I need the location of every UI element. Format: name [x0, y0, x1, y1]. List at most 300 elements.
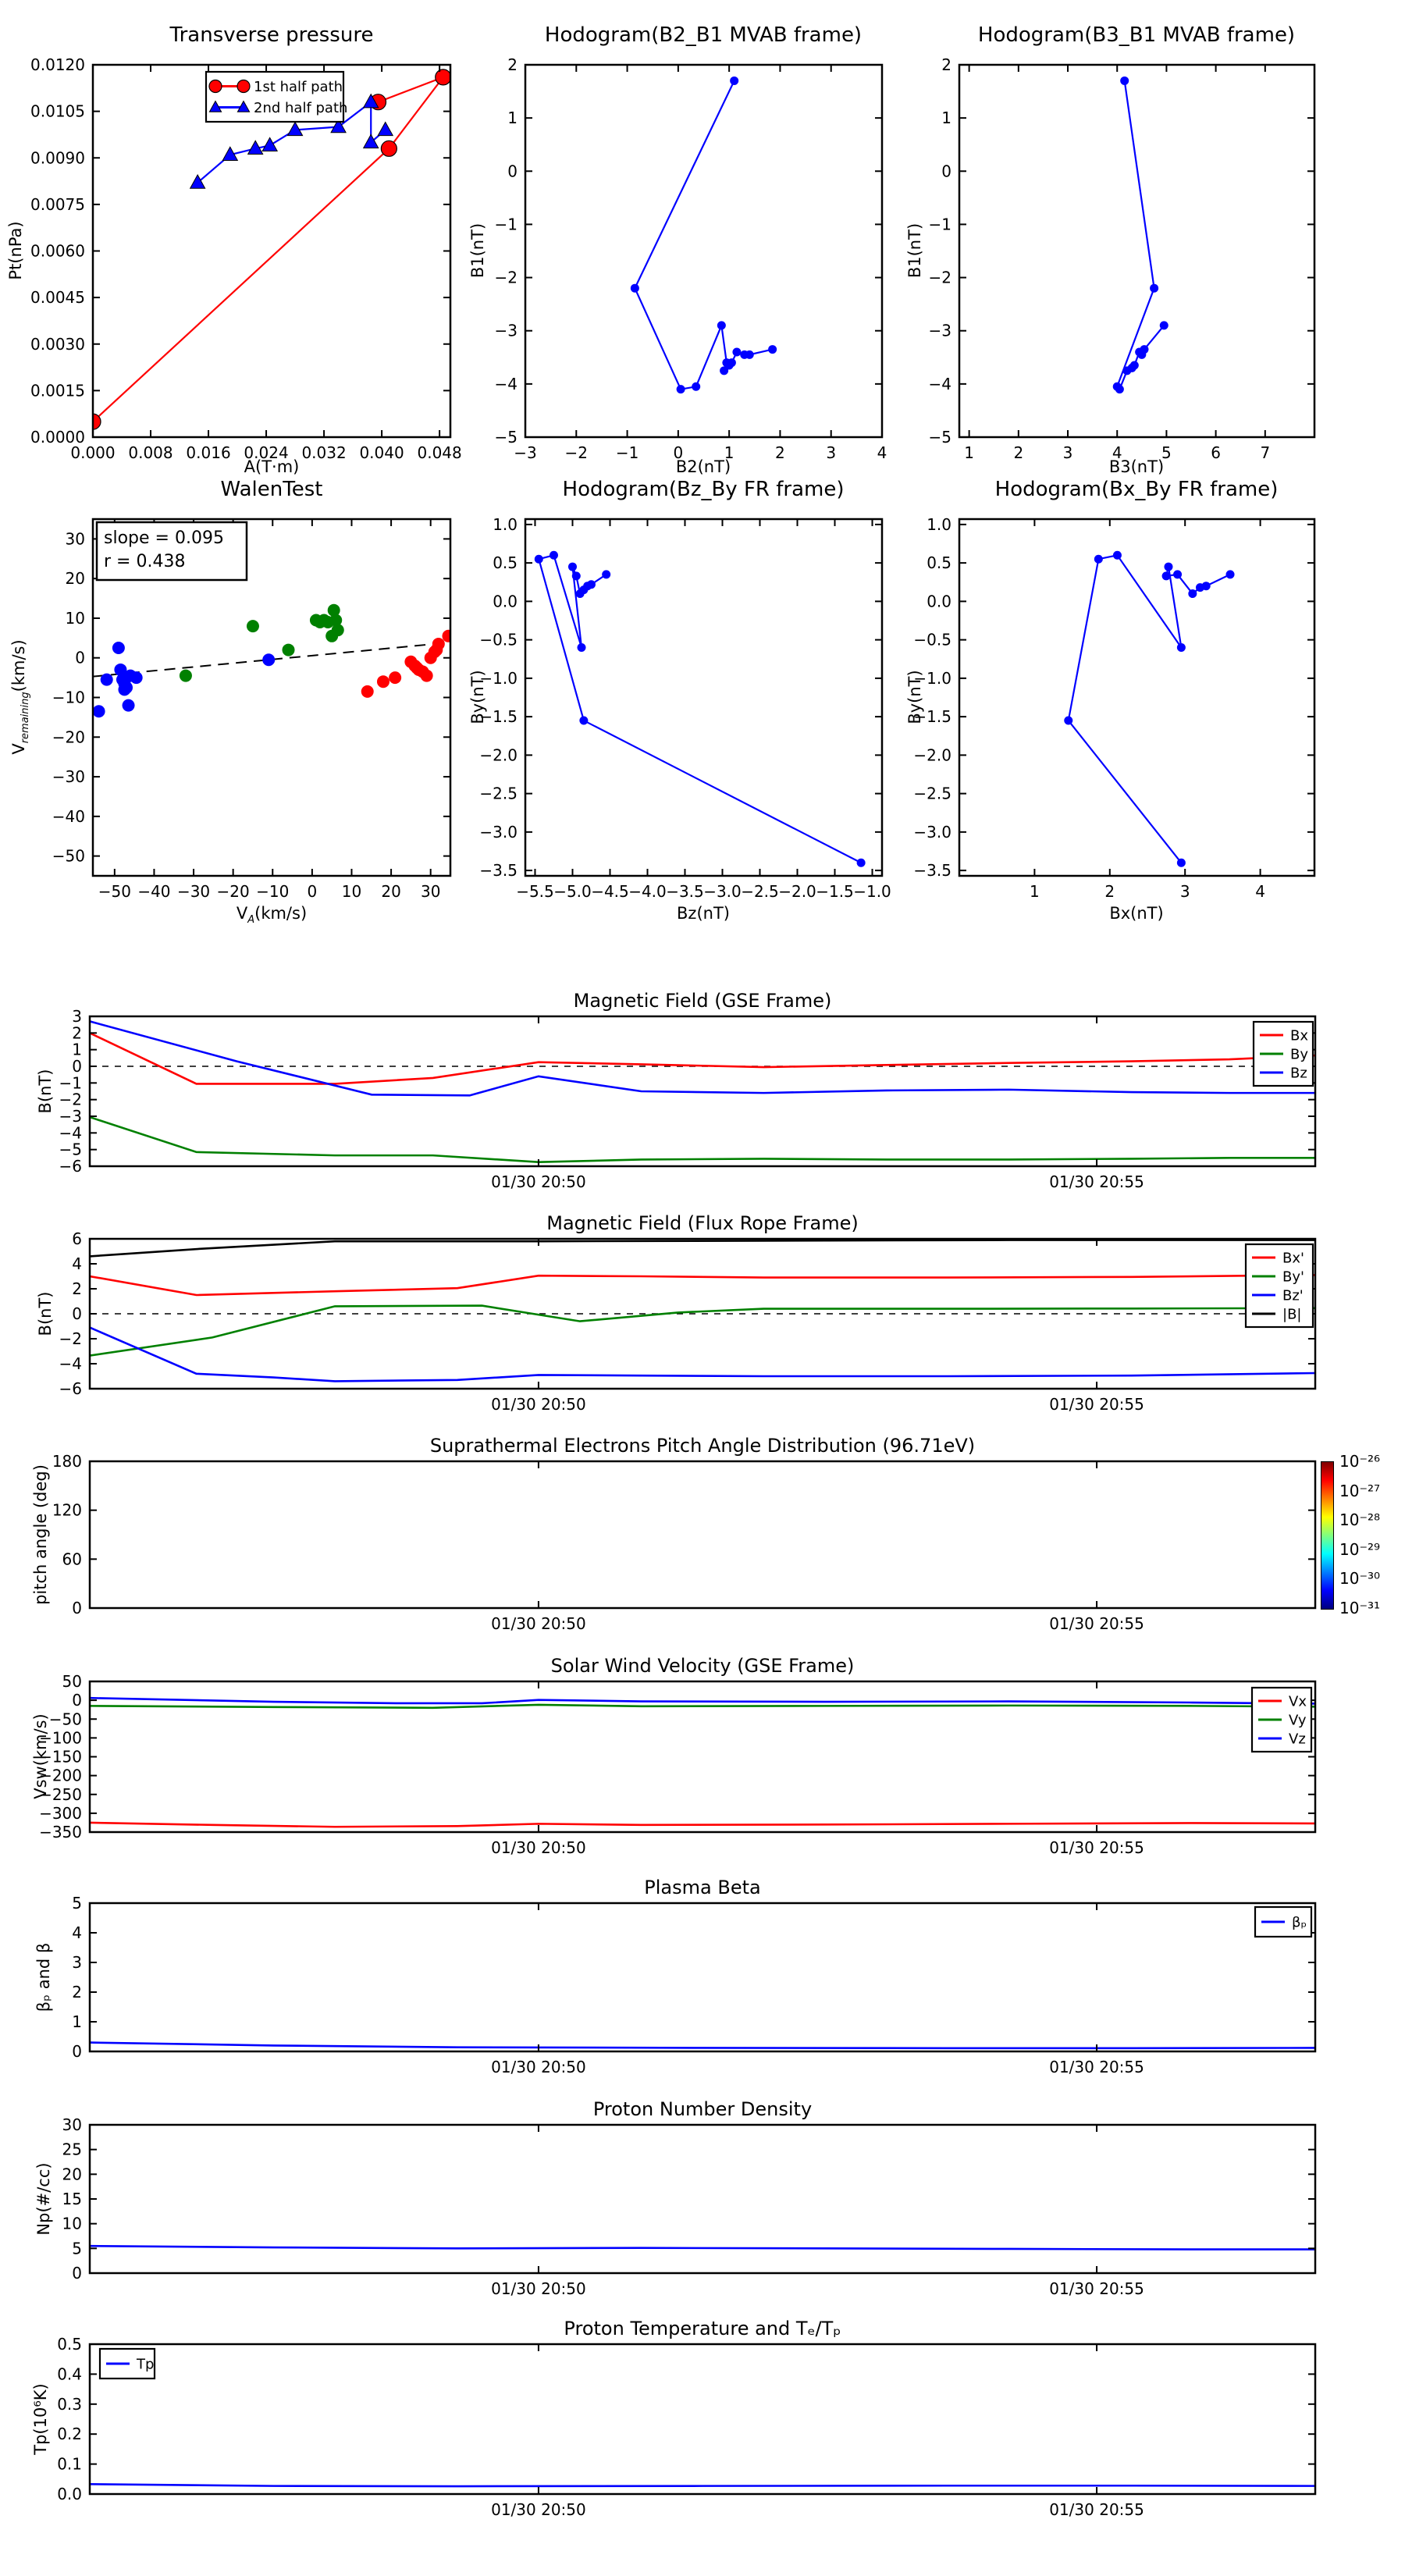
y-tick-label: 0.0000: [30, 428, 85, 447]
y-tick-label: 0.5: [57, 2335, 82, 2354]
y-tick-label: −10: [52, 688, 85, 707]
y-tick-label: 15: [62, 2190, 82, 2208]
legend-label: By: [1290, 1046, 1309, 1063]
dot-marker: [1226, 570, 1235, 578]
circle-marker: [436, 69, 451, 85]
axis-ticks: [913, 515, 1314, 901]
y-tick-label: 20: [62, 2165, 82, 2184]
y-tick-label: 0.0060: [30, 241, 85, 261]
legend: [1252, 1688, 1311, 1752]
legend: [206, 72, 347, 122]
xlabel-hodogram-bzby: Bz(nT): [677, 904, 730, 923]
x-tick-label: 6: [1211, 443, 1221, 463]
dot-marker: [1202, 582, 1211, 590]
x-tick-label: 0.024: [244, 443, 289, 463]
dot-marker: [579, 717, 588, 725]
y-tick-label: 1: [72, 1040, 82, 1059]
dot-marker: [1120, 76, 1129, 85]
x-tick-label: 3: [1062, 443, 1073, 463]
dot-marker: [1173, 570, 1182, 578]
dot-marker: [857, 859, 866, 867]
y-tick-label: −0.5: [479, 630, 518, 649]
x-tick-label: 01/30 20:55: [1049, 1838, 1144, 1858]
y-tick-label: −3: [928, 321, 951, 340]
y-tick-label: −6: [59, 1157, 82, 1176]
legend-label: |B|: [1282, 1306, 1302, 1323]
y-tick-label: −3: [59, 1107, 82, 1126]
x-tick-label: 4: [1112, 443, 1122, 463]
axes-box: [959, 519, 1314, 876]
series-line: [539, 555, 861, 863]
triangle-marker: [378, 122, 393, 135]
x-tick-label: 0.032: [301, 443, 347, 463]
x-tick-label: 2: [1013, 443, 1024, 463]
legend-label: Bz: [1290, 1065, 1307, 1082]
y-tick-label: 0: [72, 1304, 82, 1323]
ylabel-plasma-beta: βₚ and β: [34, 1942, 53, 2012]
y-tick-label: −2: [59, 1329, 82, 1348]
series-line: [90, 1033, 1315, 1083]
dot-marker: [1188, 589, 1197, 598]
y-tick-label: −30: [52, 767, 85, 787]
walen-series-2: [180, 604, 344, 682]
y-tick-label: −3: [494, 321, 518, 340]
y-tick-label: 30: [62, 2115, 82, 2134]
series-line: [90, 2043, 1315, 2048]
y-tick-label: −3.5: [479, 861, 518, 881]
axes-box: [90, 2125, 1315, 2273]
x-tick-label: −4.0: [628, 882, 667, 902]
x-tick-label: 01/30 20:50: [491, 1395, 586, 1414]
x-tick-label: 0: [673, 443, 684, 463]
dot-marker: [1160, 321, 1168, 329]
y-tick-label: −150: [39, 1747, 82, 1767]
ylabel-hodogram-b3b1: B1(nT): [905, 222, 924, 279]
colorbar-label: 10⁻³¹: [1339, 1599, 1381, 1617]
legend: [1254, 1022, 1313, 1086]
y-tick-label: −2: [494, 268, 518, 287]
colorbar-label: 10⁻²⁹: [1339, 1539, 1381, 1559]
dot-marker: [1115, 385, 1124, 393]
ylabel-hodogram-bxby: By(nT): [905, 670, 924, 724]
xlabel-hodogram-b3b1: B3(nT): [1108, 457, 1165, 476]
dot-marker: [101, 674, 113, 686]
dot-marker: [550, 551, 558, 560]
ylabel-proton-density: Np(#/cc): [34, 2162, 53, 2236]
mf_fr-series-By': [90, 1306, 1315, 1356]
x-tick-label: 01/30 20:50: [491, 1614, 586, 1634]
y-tick-label: 0: [75, 648, 85, 667]
ylabel-proton-temperature: Tp(10⁶K): [31, 2383, 50, 2455]
y-tick-label: 0: [507, 162, 518, 181]
y-tick-label: −3.0: [479, 822, 518, 841]
dot-marker: [578, 643, 586, 652]
x-tick-label: −5.0: [553, 882, 592, 902]
x-tick-label: 1: [964, 443, 975, 463]
y-tick-label: −1: [928, 215, 951, 234]
x-tick-label: −3.0: [703, 882, 742, 902]
series-line: [635, 80, 772, 389]
y-tick-label: 2: [941, 55, 951, 74]
y-tick-label: 1.0: [927, 514, 951, 534]
dot-marker: [1177, 643, 1186, 652]
dot-marker: [1094, 555, 1103, 564]
y-tick-label: 1.0: [493, 514, 518, 534]
x-tick-label: −40: [137, 882, 171, 902]
series-line: [90, 1705, 1315, 1708]
y-tick-label: −100: [39, 1728, 82, 1748]
y-tick-label: −2.5: [913, 784, 951, 803]
dot-marker: [112, 642, 125, 654]
hodogram_bxby-series-0: [1064, 551, 1234, 867]
y-tick-label: −250: [39, 1784, 82, 1804]
dot-marker: [587, 580, 596, 589]
dot-marker: [1150, 284, 1158, 293]
y-tick-label: −50: [52, 846, 85, 866]
x-tick-label: −3: [514, 443, 537, 463]
dot-marker: [535, 555, 543, 564]
dot-marker: [1113, 551, 1122, 560]
walen-test-chart: [0, 472, 468, 960]
walen-series-3: [361, 630, 455, 698]
hodogram-b2b1-chart: [468, 16, 905, 503]
dot-marker: [745, 350, 754, 359]
x-tick-label: 01/30 20:55: [1049, 2279, 1144, 2299]
dot-marker: [442, 630, 454, 642]
ylabel-magnetic-field-gse: B(nT): [36, 1069, 55, 1114]
hodogram-bxby-chart: [905, 472, 1405, 960]
x-tick-label: 3: [826, 443, 837, 463]
ylabel-walen-test: $V_{remaining}(km/s)$: [9, 639, 31, 755]
y-tick-label: 4: [72, 1923, 82, 1942]
x-tick-label: 2: [1104, 882, 1115, 902]
dot-marker: [130, 671, 143, 684]
legend-label: Tp: [137, 2356, 155, 2373]
triangle-marker: [190, 175, 205, 188]
x-tick-label: 0.000: [70, 443, 116, 463]
legend-label: βₚ: [1292, 1914, 1307, 1931]
dot-marker: [247, 620, 259, 632]
x-tick-label: −1: [615, 443, 639, 463]
ylabel-transverse-pressure: Pt(nPa): [6, 221, 25, 280]
legend-label: Vz: [1289, 1731, 1306, 1748]
triangle-marker: [364, 134, 379, 148]
x-tick-label: 0.016: [186, 443, 231, 463]
title-electron-pitch-angle: Suprathermal Electrons Pitch Angle Distribution (96.71eV): [429, 1435, 976, 1457]
dot-marker: [389, 671, 401, 684]
x-tick-label: −5.5: [516, 882, 554, 902]
series-line: [90, 1306, 1315, 1356]
x-tick-label: 10: [341, 882, 362, 902]
ylabel-hodogram-b2b1: B1(nT): [468, 222, 487, 279]
dot-marker: [361, 685, 374, 698]
title-proton-temperature: Proton Temperature and Tₑ/Tₚ: [564, 2318, 841, 2339]
y-tick-label: 180: [52, 1452, 82, 1471]
title-plasma-beta: Plasma Beta: [644, 1877, 761, 1898]
x-tick-label: −2.5: [741, 882, 779, 902]
x-tick-label: 4: [1255, 882, 1265, 902]
x-tick-label: −2.0: [778, 882, 816, 902]
np-series-0: [90, 2246, 1315, 2249]
series-line: [90, 2484, 1315, 2486]
title-solar-wind-velocity: Solar Wind Velocity (GSE Frame): [550, 1655, 855, 1677]
series-line: [90, 1823, 1315, 1827]
tp-series-Tp: [90, 2484, 1315, 2486]
hodogram-b3b1-chart: [905, 16, 1405, 503]
legend-label: By': [1282, 1268, 1304, 1286]
panel-transverse-pressure: [0, 16, 468, 503]
x-tick-label: 0: [307, 882, 318, 902]
y-tick-label: 0.0090: [30, 148, 85, 168]
ylabel-solar-wind-velocity: Vsw(km/s): [31, 1713, 50, 1799]
y-tick-label: 25: [62, 2140, 82, 2159]
y-tick-label: −3.0: [913, 822, 951, 841]
y-tick-label: 1: [72, 2012, 82, 2031]
triangle-marker: [262, 137, 277, 151]
x-tick-label: 7: [1260, 443, 1271, 463]
x-tick-label: −1.5: [816, 882, 854, 902]
dot-marker: [1177, 859, 1186, 867]
legend-label: Bx': [1282, 1250, 1304, 1267]
ylabel-hodogram-bzby: By(nT): [468, 670, 487, 724]
y-tick-label: 0.0: [927, 592, 951, 611]
legend-label: Bx: [1290, 1027, 1309, 1044]
legend: [1255, 1907, 1311, 1937]
dot-marker: [1140, 345, 1148, 354]
y-tick-label: 10: [62, 2214, 82, 2233]
y-tick-label: 0: [72, 1057, 82, 1076]
y-tick-label: 0.1: [57, 2454, 82, 2474]
y-tick-label: −0.5: [913, 630, 951, 649]
y-tick-label: 0.0105: [30, 101, 85, 121]
title-walen-test: WalenTest: [220, 478, 323, 501]
x-tick-label: −1.0: [853, 882, 891, 902]
series-line: [90, 1240, 1315, 1257]
y-tick-label: 2: [72, 1023, 82, 1043]
y-tick-label: −1: [494, 215, 518, 234]
y-tick-label: −5: [928, 428, 951, 447]
xlabel-walen-test: $V_A(km/s)$: [236, 904, 308, 926]
x-tick-label: 3: [1179, 882, 1190, 902]
x-tick-label: 1: [724, 443, 735, 463]
y-tick-label: 0: [72, 2264, 82, 2282]
title-proton-density: Proton Number Density: [592, 2098, 813, 2120]
series-line: [1069, 555, 1230, 863]
y-tick-label: 0.5: [493, 553, 518, 573]
y-tick-label: −1: [59, 1073, 82, 1093]
legend-label: 1st half path: [254, 78, 343, 95]
x-tick-label: −50: [98, 882, 131, 902]
series-line: [1117, 80, 1164, 389]
circle-marker: [381, 141, 397, 156]
y-tick-label: 0.0075: [30, 194, 85, 214]
y-tick-label: 2: [507, 55, 518, 74]
y-tick-label: 0: [941, 162, 951, 181]
series-line: [90, 1275, 1315, 1295]
x-tick-label: −10: [256, 882, 290, 902]
dot-marker: [692, 382, 700, 391]
x-tick-label: 01/30 20:55: [1049, 1614, 1144, 1634]
x-tick-label: 01/30 20:50: [491, 2058, 586, 2077]
dot-marker: [377, 675, 389, 688]
colorbar-label: 10⁻²⁶: [1339, 1452, 1381, 1471]
dot-marker: [732, 347, 741, 356]
circle-marker: [237, 80, 250, 93]
legend: [1246, 1244, 1313, 1327]
axis-ticks: [495, 55, 887, 462]
title-magnetic-field-gse: Magnetic Field (GSE Frame): [573, 990, 832, 1012]
y-tick-label: 0.2: [57, 2425, 82, 2444]
y-tick-label: −3.5: [913, 861, 951, 881]
x-tick-label: 01/30 20:55: [1049, 1395, 1144, 1414]
series-line: [90, 1117, 1315, 1162]
axis-ticks: [59, 1229, 1315, 1414]
dot-marker: [631, 284, 639, 293]
dot-marker: [602, 570, 610, 578]
xlabel-transverse-pressure: A(T·m): [244, 457, 300, 476]
beta-series-βₚ: [90, 2043, 1315, 2048]
y-tick-label: 10: [65, 608, 85, 628]
title-transverse-pressure: Transverse pressure: [169, 23, 374, 47]
y-tick-label: −2: [59, 1090, 82, 1109]
axis-ticks: [929, 55, 1314, 462]
annotation-box: [97, 522, 247, 580]
annotation-line: r = 0.438: [104, 552, 186, 571]
title-hodogram-b3b1: Hodogram(B3_B1 MVAB frame): [977, 23, 1296, 47]
y-tick-label: 5: [72, 1894, 82, 1912]
xlabel-hodogram-b2b1: B2(nT): [675, 457, 731, 476]
dot-marker: [1162, 571, 1171, 580]
dot-marker: [730, 76, 738, 85]
y-tick-label: 1: [507, 109, 518, 128]
y-tick-label: −4: [928, 374, 951, 393]
dot-marker: [568, 563, 577, 571]
title-hodogram-bzby: Hodogram(Bz_By FR frame): [562, 478, 845, 501]
y-tick-label: 0.4: [57, 2364, 82, 2384]
y-tick-label: −2: [928, 268, 951, 287]
x-tick-label: 2: [775, 443, 785, 463]
y-tick-label: 20: [65, 569, 85, 589]
y-tick-label: −4: [494, 374, 518, 393]
x-tick-label: 4: [877, 443, 887, 463]
x-tick-label: 0.008: [128, 443, 173, 463]
mf_fr-series-Bz': [90, 1328, 1315, 1382]
series-line: [90, 2246, 1315, 2249]
y-tick-label: 4: [72, 1254, 82, 1273]
y-tick-label: 3: [72, 1007, 82, 1026]
y-tick-label: −2.5: [479, 784, 518, 803]
hodogram-bzby-chart: [468, 472, 905, 960]
axes-box: [525, 65, 882, 437]
x-tick-label: 01/30 20:55: [1049, 2500, 1144, 2520]
dot-marker: [1064, 717, 1072, 725]
mf_gse-series-By: [90, 1117, 1315, 1162]
y-tick-label: 0: [72, 2042, 82, 2061]
series-line: [93, 77, 443, 422]
title-magnetic-field-fr: Magnetic Field (Flux Rope Frame): [546, 1212, 859, 1234]
transverse_pressure-series-1st half path: [85, 69, 451, 429]
x-tick-label: 20: [381, 882, 401, 902]
y-tick-label: 0.0045: [30, 288, 85, 308]
colorbar-label: 10⁻³⁰: [1339, 1569, 1381, 1589]
x-tick-label: 01/30 20:55: [1049, 2058, 1144, 2077]
ylabel-magnetic-field-fr: B(nT): [36, 1291, 55, 1336]
y-tick-label: −1.0: [913, 668, 951, 688]
y-tick-label: 120: [52, 1500, 82, 1520]
mf_gse-series-Bx: [90, 1033, 1315, 1083]
hodogram_b2b1-series-0: [631, 76, 777, 393]
series-line: [90, 1698, 1315, 1703]
x-tick-label: 1: [1030, 882, 1040, 902]
y-tick-label: −5: [494, 428, 518, 447]
y-tick-label: −1.0: [479, 668, 518, 688]
axes-box: [90, 1461, 1315, 1608]
y-tick-label: −20: [52, 728, 85, 747]
panel-hodogram-bzby: [468, 472, 905, 960]
dot-marker: [1130, 361, 1139, 370]
annotation-line: slope = 0.095: [104, 528, 224, 548]
colorbar-label: 10⁻²⁸: [1339, 1510, 1381, 1530]
x-tick-label: 0.040: [359, 443, 404, 463]
y-tick-label: −1.5: [479, 707, 518, 727]
y-tick-label: −40: [52, 806, 85, 826]
transverse-pressure-chart: [0, 16, 468, 503]
legend-label: Vx: [1289, 1693, 1307, 1710]
axes-box: [90, 2344, 1315, 2494]
vsw-series-Vy: [90, 1705, 1315, 1708]
y-tick-label: 1: [941, 109, 951, 128]
dot-marker: [421, 670, 433, 682]
legend: [100, 2349, 155, 2379]
x-tick-label: 0.048: [417, 443, 462, 463]
axes-box: [90, 1903, 1315, 2051]
axis-ticks: [62, 2115, 1315, 2298]
dot-marker: [572, 571, 581, 580]
y-tick-label: 30: [65, 529, 85, 549]
axis-ticks: [39, 1672, 1315, 1857]
dot-marker: [93, 705, 105, 717]
x-tick-label: 01/30 20:50: [491, 2500, 586, 2520]
y-tick-label: −1.5: [913, 707, 951, 727]
dot-marker: [180, 670, 192, 682]
colorbar-label: 10⁻²⁷: [1339, 1481, 1381, 1500]
x-tick-label: 01/30 20:55: [1049, 1172, 1144, 1192]
dot-marker: [283, 644, 295, 656]
axis-ticks: [57, 2335, 1315, 2519]
mf_fr-series-|B|: [90, 1240, 1315, 1257]
legend-label: Bz': [1282, 1287, 1304, 1304]
x-tick-label: −4.5: [591, 882, 629, 902]
y-tick-label: −50: [48, 1710, 82, 1729]
panel-hodogram-b3b1: [905, 16, 1405, 503]
axes-box: [959, 65, 1314, 437]
y-tick-label: 0.0015: [30, 381, 85, 400]
x-tick-label: 01/30 20:50: [491, 1838, 586, 1858]
axes-box: [90, 1681, 1315, 1832]
y-tick-label: −4: [59, 1354, 82, 1373]
dot-marker: [120, 681, 133, 694]
y-tick-label: 0: [72, 1599, 82, 1617]
y-tick-label: 0.5: [927, 553, 951, 573]
dot-marker: [432, 638, 445, 650]
x-tick-label: 30: [420, 882, 441, 902]
dot-marker: [262, 653, 275, 666]
x-tick-label: −30: [176, 882, 211, 902]
y-tick-label: 0.0030: [30, 334, 85, 354]
dot-marker: [332, 624, 344, 636]
y-tick-label: −2.0: [913, 745, 951, 765]
x-tick-label: −20: [216, 882, 250, 902]
